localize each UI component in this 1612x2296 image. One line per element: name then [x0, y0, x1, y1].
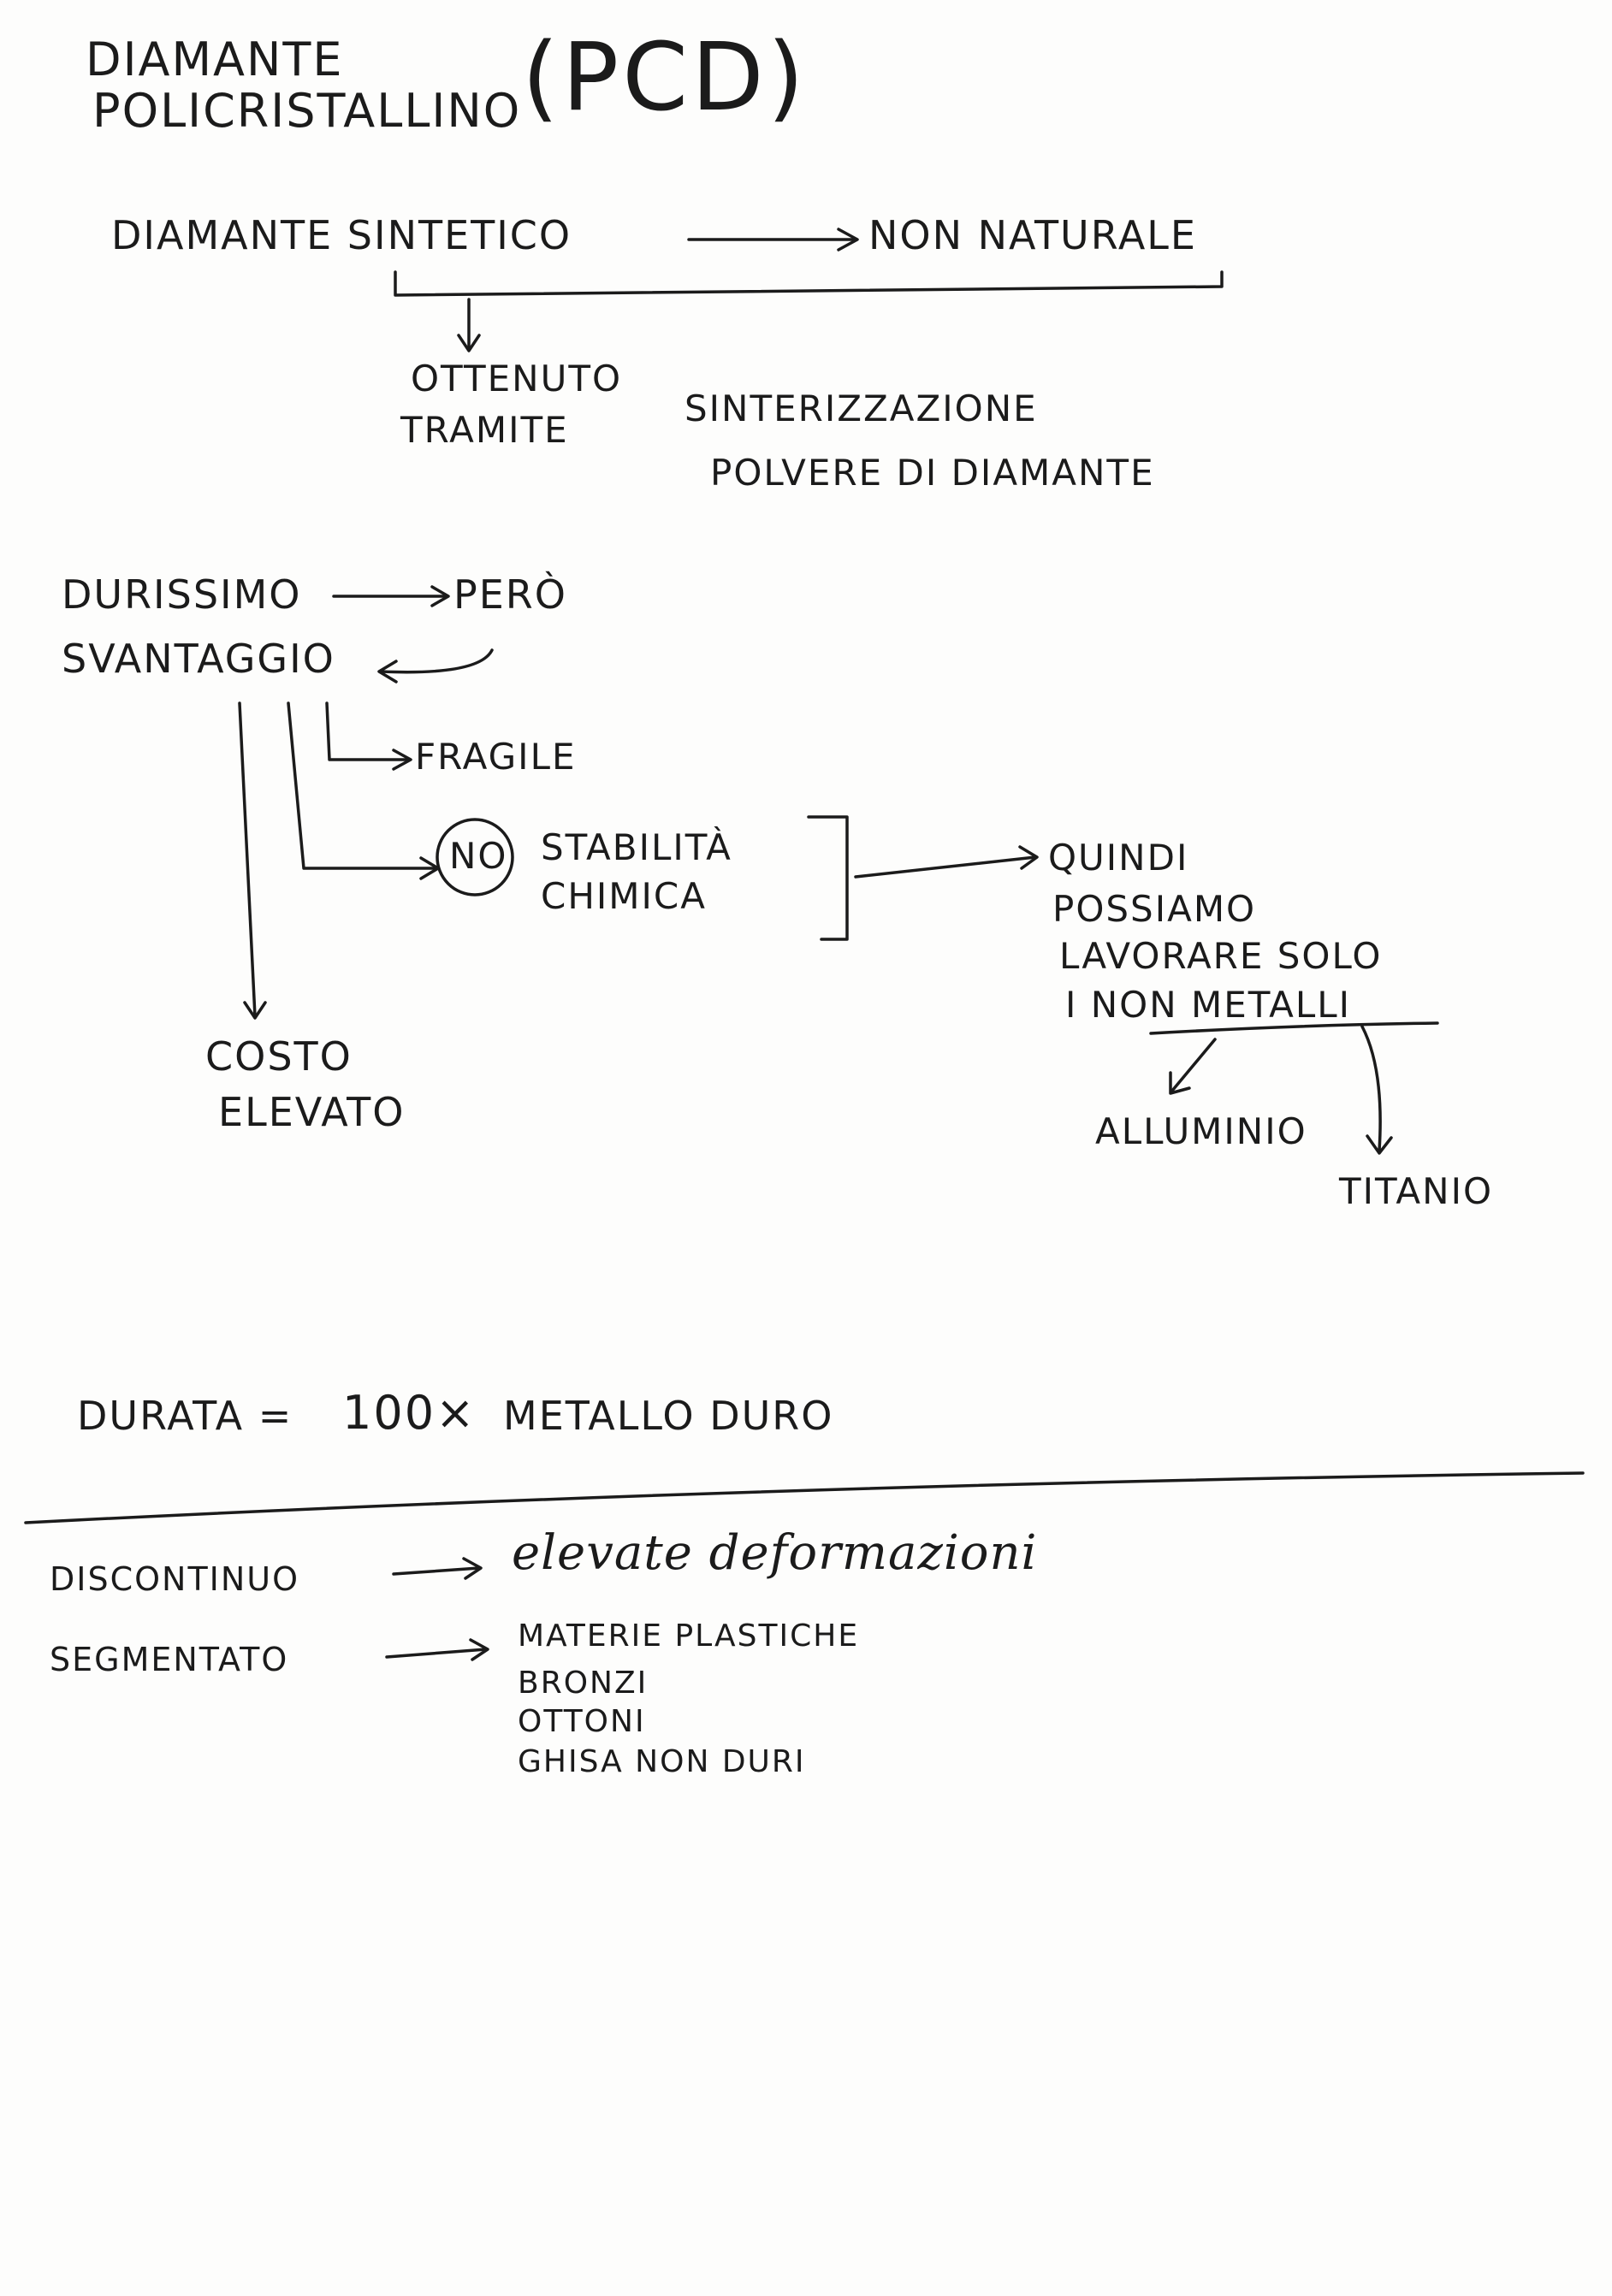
synthetic-label: DIAMANTE SINTETICO [111, 212, 572, 258]
material-item-2: BRONZI [518, 1666, 649, 1701]
disadvantage-label: SVANTAGGIO [62, 636, 335, 682]
metal-titanium: TITANIO [1339, 1170, 1494, 1212]
chip-segmented: SEGMENTATO [50, 1641, 289, 1678]
cost-label-2: ELEVATO [218, 1089, 406, 1135]
bracket-stability [809, 817, 847, 939]
duration-compare: METALLO DURO [503, 1393, 834, 1439]
stability-label-2: CHIMICA [541, 875, 707, 917]
arrow-discontinuous [394, 1568, 479, 1574]
no-label: NO [449, 835, 508, 877]
therefore-line-1: QUINDI [1048, 837, 1189, 879]
branch-stability [288, 703, 436, 868]
title-abbrev: (PCD) [522, 22, 808, 132]
material-item-1: MATERIE PLASTICHE [518, 1618, 860, 1654]
arrow-aluminium [1172, 1039, 1215, 1091]
cost-label-1: COSTO [205, 1033, 353, 1080]
therefore-line-2: POSSIAMO [1052, 888, 1257, 930]
circle-no [437, 820, 513, 895]
process-label: SINTERIZZAZIONE [685, 388, 1038, 429]
divider-line [26, 1473, 1583, 1523]
obtained-label: OTTENUTO [411, 358, 623, 399]
duration-label: DURATA = [77, 1393, 293, 1439]
arrow-titanium [1362, 1027, 1380, 1151]
branch-cost [240, 703, 255, 1016]
via-label: TRAMITE [400, 409, 569, 451]
chip-discontinuous: DISCONTINUO [50, 1560, 300, 1598]
arrow-stability-therefore [856, 857, 1035, 877]
hard-label: DURISSIMO [62, 571, 302, 618]
metal-aluminium: ALLUMINIO [1095, 1110, 1307, 1152]
synthetic-result: NON NATURALE [868, 212, 1197, 258]
title-line-1: DIAMANTE [86, 33, 344, 86]
therefore-line-3: LAVORARE SOLO [1059, 935, 1383, 977]
process-label-2: POLVERE DI DIAMANTE [710, 452, 1155, 494]
underline-metals [1151, 1023, 1437, 1033]
therefore-line-4: I NON METALLI [1065, 984, 1352, 1026]
duration-value: 100× [342, 1386, 477, 1440]
chip-discontinuous-note: elevate deformazioni [512, 1525, 1038, 1581]
bracket-synthetic [395, 272, 1222, 295]
fragile-label: FRAGILE [415, 736, 577, 778]
arrow-segmented [387, 1649, 486, 1657]
material-item-4: GHISA NON DURI [518, 1744, 806, 1779]
however-label: PERÒ [453, 571, 567, 618]
stability-label-1: STABILITÀ [541, 826, 732, 868]
title-line-2: POLICRISTALLINO [92, 84, 522, 138]
material-item-3: OTTONI [518, 1704, 646, 1739]
